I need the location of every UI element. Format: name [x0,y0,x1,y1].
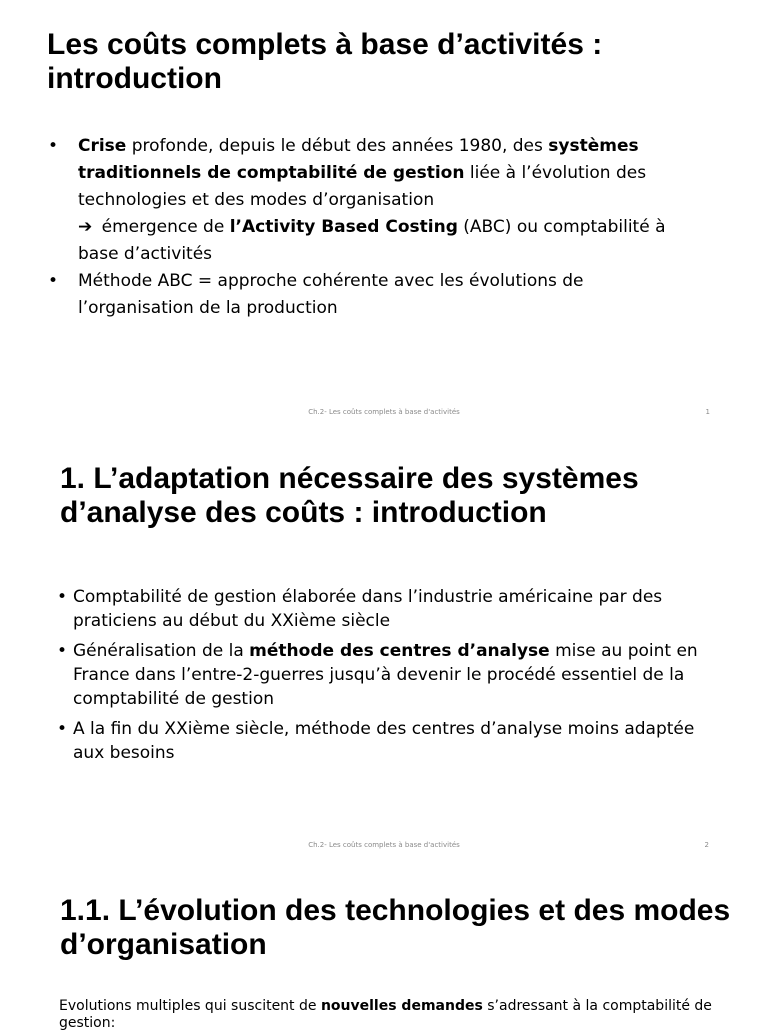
page-number: 2 [704,841,709,849]
list-item [48,133,698,268]
bullet-icon: • [48,271,59,291]
text: (ABC) ou comptabilité à base d’activités [78,217,666,264]
bold-text: Crise [78,136,127,156]
slide-2 [0,432,768,864]
text: émergence de [96,217,230,237]
slide-title: Les coûts complets à base d’activités : introduction [47,28,603,95]
bullet-icon: • [48,136,59,156]
text: mise au point en France dans l’entre-2-guerres jusqu’à devenir le procédé essentiel de la comptabilité de gestion [73,641,698,709]
arrow-right-icon: ➔ [78,217,93,237]
slide-footer: Ch.2- Les coûts complets à base d'activités [308,841,460,849]
list-item [57,585,713,633]
bold-text: l’Activity Based Costing [229,217,458,237]
text: profonde, depuis le début des années 1980, des [126,136,549,156]
text: Méthode ABC = approche cohérente avec les évolutions de l’organisation de la production [78,271,584,318]
slide-title: 1. L’adaptation nécessaire des systèmes d’analyse des coûts : introduction [60,462,639,529]
slide-3 [0,864,768,1031]
text: Comptabilité de gestion élaborée dans l’industrie américaine par des praticiens au début du XXième siècle [73,587,663,631]
list-item [57,639,713,711]
bullet-icon: • [57,641,68,661]
slide-1 [0,0,768,432]
text: Généralisation de la [73,641,250,661]
text: Evolutions multiples qui suscitent de [59,998,321,1014]
text: A la fin du XXième siècle, méthode des centres d’analyse moins adaptée aux besoins [73,719,695,763]
text: s’adressant à la comptabilité de gestion: [59,998,712,1031]
bold-text: systèmes traditionnels de comptabilité de gestion [78,136,639,183]
list-item [48,268,698,322]
slide-footer: Ch.2- Les coûts complets à base d'activités [308,408,460,416]
list-item [57,717,713,765]
bullet-icon: • [57,719,68,739]
text: liée à l’évolution des technologies et des modes d’organisation [78,163,647,210]
bullet-icon: • [57,587,68,607]
arrow-line [78,217,666,264]
slide-title: 1.1. L’évolution des technologies et des modes d’organisation [60,894,731,961]
bold-text: nouvelles demandes [320,998,483,1014]
intro-paragraph [59,998,719,1032]
bold-text: méthode des centres d’analyse [249,641,550,661]
bullet-list [48,133,698,322]
bullet-list [57,585,713,771]
page-number: 1 [705,408,710,416]
